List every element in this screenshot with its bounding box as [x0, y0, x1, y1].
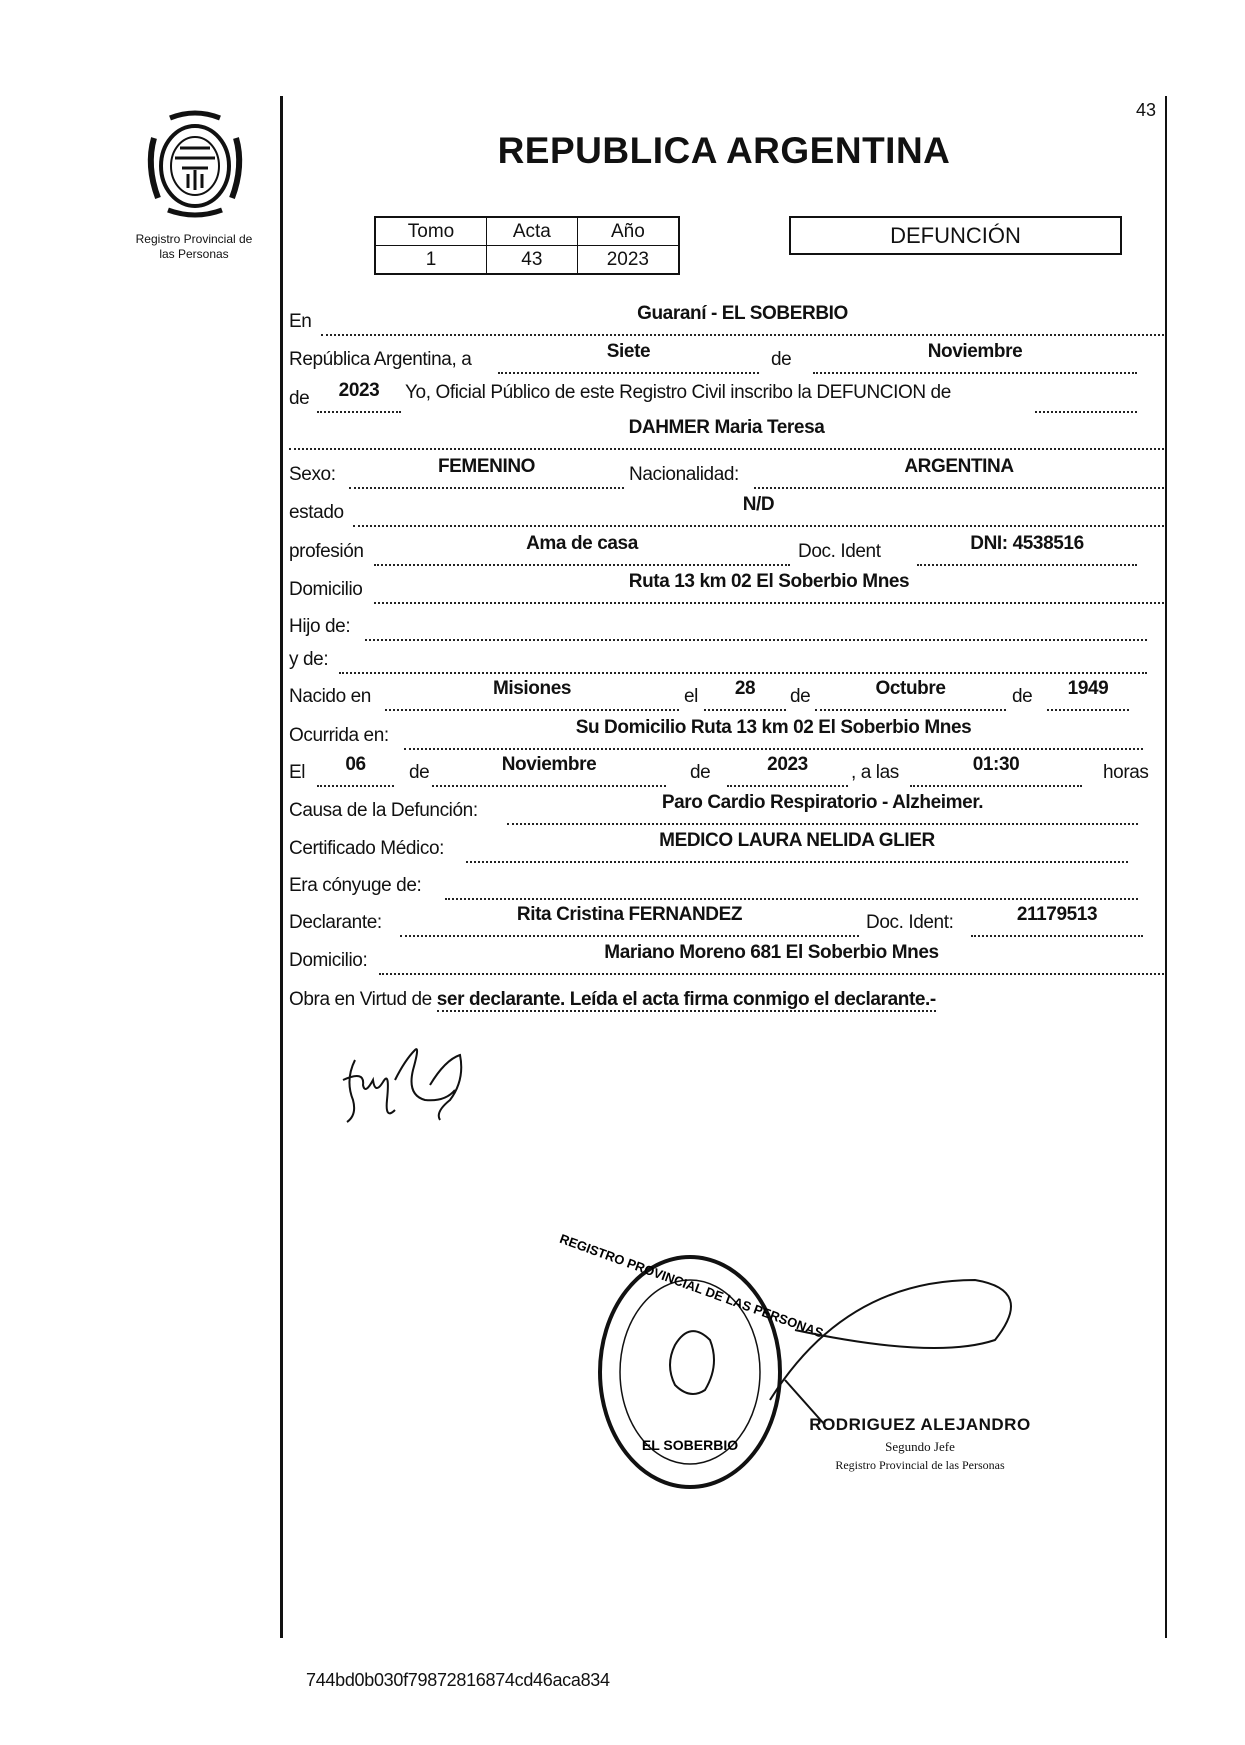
field-estado [353, 495, 1164, 527]
label-hijo: Hijo de: [289, 616, 351, 637]
value-profesion: Ama de casa [526, 533, 638, 554]
row-yde [0, 644, 1245, 674]
value-estado: N/D [742, 494, 775, 515]
field-yde [339, 642, 1147, 674]
officer-statement: Yo, Oficial Público de este Registro Civil inscribo la DEFUNCION de [405, 382, 951, 403]
field-domicilio [374, 572, 1164, 604]
value-nacido-anio: 1949 [1067, 678, 1109, 699]
field-muerte-dia [317, 755, 394, 787]
label-nacionalidad: Nacionalidad: [629, 464, 739, 485]
value-tomo: 1 [375, 246, 487, 275]
value-anio: 2023 [577, 246, 679, 275]
stamp-ring-text: REGISTRO PROVINCIAL DE LAS PERSONAS [557, 1230, 826, 1341]
label-de: de [409, 762, 430, 783]
registry-line1: Registro Provincial de [135, 232, 253, 246]
value-causa: Paro Cardio Respiratorio - Alzheimer. [661, 792, 984, 813]
document-title: REPUBLICA ARGENTINA [497, 130, 951, 171]
value-domicilio: Ruta 13 km 02 El Soberbio Mnes [628, 571, 910, 592]
value-obra: ser declarante. Leída el acta firma conmigo el declarante.- [436, 989, 936, 1010]
row-ocurrida [0, 717, 1245, 750]
label-de: de [790, 686, 811, 707]
value-muerte-anio: 2023 [767, 754, 808, 775]
value-nacido-dia: 28 [734, 678, 756, 699]
field-declarante-doc [971, 905, 1143, 937]
row-estado [0, 494, 1245, 527]
field-certificado [466, 831, 1128, 863]
field-conyuge [445, 868, 1138, 900]
row-sexo [0, 456, 1245, 489]
value-muerte-mes: Noviembre [501, 754, 597, 775]
field-muerte-mes [432, 755, 666, 787]
row-profesion [0, 533, 1245, 566]
field-sexo [349, 457, 624, 489]
value-certificado: MEDICO LAURA NELIDA GLIER [659, 830, 935, 851]
header-tomo: Tomo [375, 217, 487, 246]
page-number: 43 [1136, 100, 1157, 120]
field-declarante [400, 905, 859, 937]
label-horas: horas [1103, 762, 1149, 783]
field-nacido-lugar [385, 679, 679, 711]
field-blank [1035, 381, 1137, 413]
field-month [813, 342, 1137, 374]
value-month: Noviembre [927, 341, 1023, 362]
label-obra [289, 989, 936, 1011]
label-de: de [690, 762, 711, 783]
label-profesion: profesión [289, 541, 364, 562]
field-declarante-domicilio [379, 943, 1164, 975]
field-nacido-anio [1047, 679, 1129, 711]
field-nacionalidad [754, 457, 1164, 489]
row-date [0, 341, 1245, 374]
label-de: de [1012, 686, 1033, 707]
field-ocurrida [404, 718, 1143, 750]
label-ocurrida: Ocurrida en: [289, 725, 389, 746]
label-declarante-doc: Doc. Ident: [866, 912, 954, 933]
field-day [498, 342, 759, 374]
field-hijo [365, 609, 1147, 641]
label-el: El [289, 762, 306, 783]
row-causa [0, 792, 1245, 825]
field-profesion [374, 534, 790, 566]
value-year: 2023 [338, 380, 380, 401]
label-yde: y de: [289, 649, 329, 670]
label-causa: Causa de la Defunción: [289, 800, 478, 821]
row-declarante-domicilio [0, 942, 1245, 975]
label-sexo: Sexo: [289, 464, 336, 485]
province-seal-logo [140, 108, 250, 220]
registry-name [114, 232, 274, 262]
row-year [0, 380, 1245, 413]
field-year [317, 381, 401, 413]
field-doc [917, 534, 1137, 566]
value-sexo: FEMENINO [437, 456, 536, 477]
record-type-box: DEFUNCIÓN [789, 216, 1122, 255]
value-ocurrida: Su Domicilio Ruta 13 km 02 El Soberbio Mnes [575, 717, 972, 738]
declarant-signature [335, 1040, 480, 1130]
row-en [0, 303, 1245, 336]
value-nacido-mes: Octubre [875, 678, 946, 699]
label-en: En [289, 311, 312, 332]
value-nacionalidad: ARGENTINA [904, 456, 1014, 477]
label-declarante-domicilio: Domicilio: [289, 950, 368, 971]
field-nacido-mes [815, 679, 1006, 711]
registry-line2: las Personas [159, 247, 229, 261]
value-place: Guaraní - EL SOBERBIO [637, 303, 848, 324]
label-de: de [771, 349, 792, 370]
value-muerte-hora: 01:30 [972, 754, 1020, 775]
official-title: Segundo Jefe [885, 1439, 955, 1454]
value-muerte-dia: 06 [345, 754, 366, 775]
field-place [321, 304, 1164, 336]
value-declarante-doc: 21179513 [1016, 904, 1098, 925]
row-declarante [0, 904, 1245, 937]
row-fecha-muerte [0, 754, 1245, 787]
value-declarante: Rita Cristina FERNANDEZ [516, 904, 743, 925]
obra-label-text: Obra en Virtud de [289, 989, 432, 1010]
document-hash: 744bd0b030f79872816874cd46aca834 [306, 1670, 610, 1690]
label-de: de [289, 388, 310, 409]
label-declarante: Declarante: [289, 912, 382, 933]
value-day: Siete [606, 341, 651, 362]
row-nacido [0, 678, 1245, 711]
label-doc: Doc. Ident [798, 541, 881, 562]
row-obra [0, 983, 1245, 1013]
value-declarante-domicilio: Mariano Moreno 681 El Soberbio Mnes [604, 942, 939, 963]
label-el: el [684, 686, 698, 707]
label-estado: estado [289, 502, 344, 523]
label-nacido: Nacido en [289, 686, 371, 707]
field-muerte-anio [727, 755, 848, 787]
field-deceased-name [289, 418, 1164, 450]
row-hijo [0, 611, 1245, 641]
stamp-center-text: EL SOBERBIO [641, 1437, 739, 1453]
row-certificado [0, 830, 1245, 863]
header-acta: Acta [487, 217, 578, 246]
header-anio: Año [577, 217, 679, 246]
label-republica: República Argentina, a [289, 349, 472, 370]
value-deceased-name: DAHMER Maria Teresa [628, 417, 825, 438]
field-muerte-hora [910, 755, 1082, 787]
official-name: RODRIGUEZ ALEJANDRO [809, 1415, 1031, 1434]
value-nacido-lugar: Misiones [492, 678, 572, 699]
label-certificado: Certificado Médico: [289, 838, 445, 859]
label-conyuge: Era cónyuge de: [289, 875, 422, 896]
row-conyuge [0, 870, 1245, 900]
value-acta: 43 [487, 246, 578, 275]
row-domicilio [0, 571, 1245, 604]
field-nacido-dia [704, 679, 786, 711]
official-office: Registro Provincial de las Personas [835, 1458, 1005, 1472]
value-doc: DNI: 4538516 [970, 533, 1084, 554]
label-domicilio: Domicilio [289, 579, 363, 600]
record-table [374, 216, 680, 275]
label-a-las: , a las [851, 762, 899, 783]
row-name [0, 417, 1245, 450]
field-causa [507, 793, 1138, 825]
